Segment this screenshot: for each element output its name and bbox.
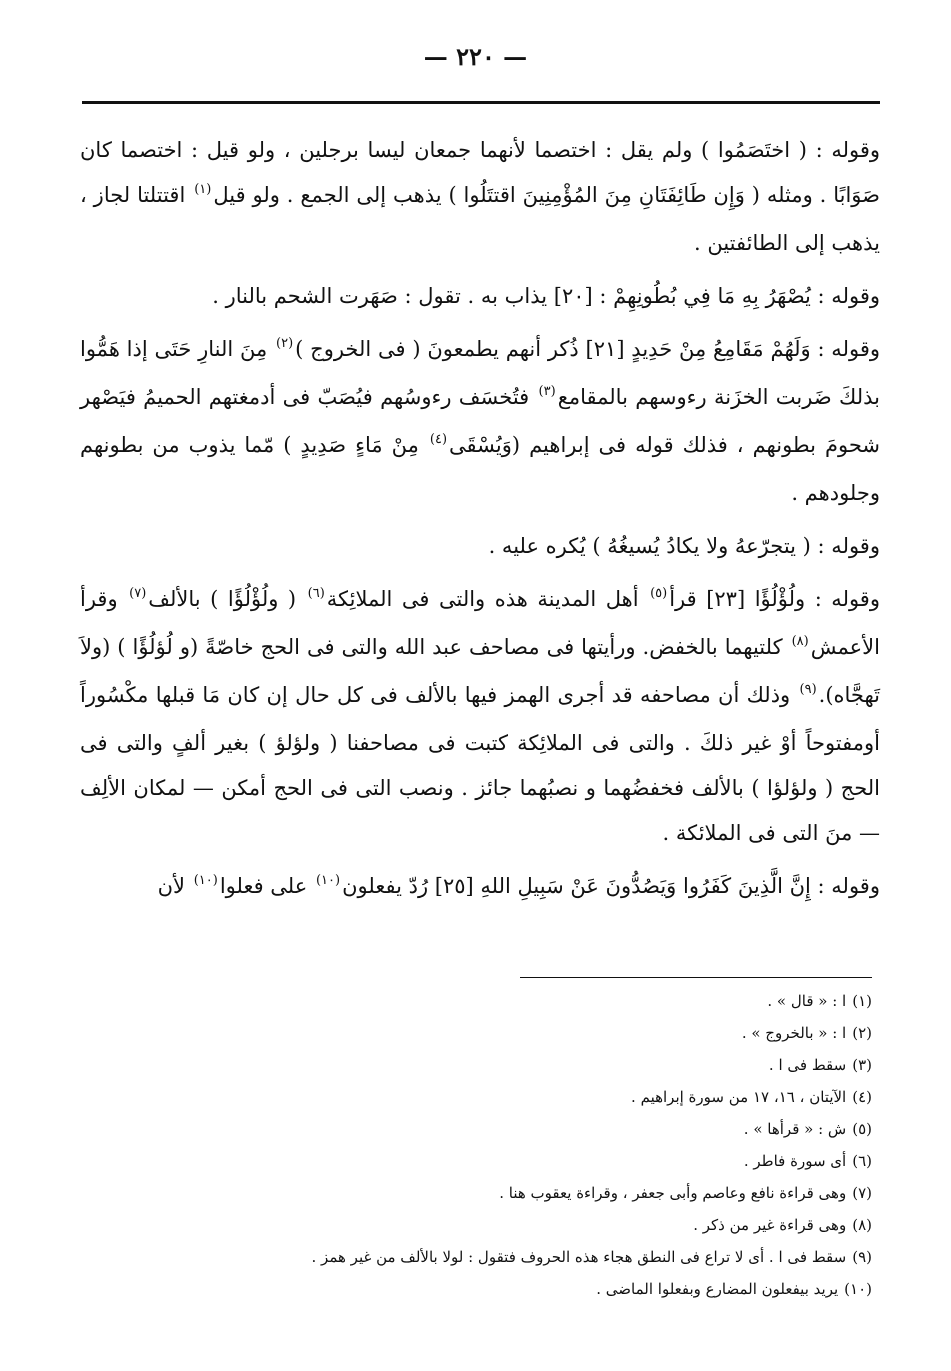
- footnote: [80, 985, 872, 1017]
- footnote: [80, 1209, 872, 1241]
- footnote-text: وهى قراءة نافع وعاصم وأبى جعفر ، وقراءة يعقوب هنا .: [499, 1184, 847, 1202]
- main-text: [80, 128, 880, 912]
- footnote: [80, 1113, 872, 1145]
- text-segment: وقوله : ( اختَصَمُوا ) ولم يقل : اختصما لأنهما جمعان ليسا برجلين ، ولو قيل : اختصما كان صَوَابًا . ومثله ( وَإِن طَائِفَتَانِ مِنَ المُؤْمِنِينَ اقتتَلُوا ) يذهب إلى الجمع . ولو قيل: [80, 138, 880, 207]
- text-segment: ( ولُؤْلُؤًا ) بالألف: [148, 587, 306, 611]
- footnote-rule: [520, 977, 872, 978]
- footnote-text: أى سورة فاطر .: [743, 1152, 847, 1170]
- paragraph: [80, 577, 880, 856]
- footnote-text: ا : « بالخروج » .: [741, 1024, 847, 1042]
- footnote: [80, 1177, 872, 1209]
- text-segment: فتُخسَف رءوسُهم فيُصَبّ فى أدمغتهم الحميمُ فيَصْهر شحومَ بطونهم ، فذلك قوله فى إبراهيم (وَيُسْقَى: [80, 385, 880, 457]
- footnote-number: (٢): [852, 1024, 872, 1042]
- footnote-marker: (٥): [650, 586, 668, 601]
- footnotes: [80, 985, 872, 1305]
- text-segment: وقوله : إِنَّ الَّذِينَ كَفَرُوا وَيَصُدُّونَ عَنْ سَبِيلِ اللهِ [٢٥] رُدّ يفعلون: [342, 874, 880, 898]
- footnote-number: (٤): [852, 1088, 872, 1106]
- text-segment: وقوله : يُصْهَرُ بِهِ مَا فِي بُطُونِهِمْ : [٢٠] يذاب به . تقول : صَهَرت الشحم بالنار .: [212, 284, 880, 308]
- footnote-text: سقط فى ا . أى لا تراع فى النطق هجاء هذه الحروف فتقول : لولا بالألف من غير همز .: [311, 1248, 847, 1266]
- paragraph: [80, 128, 880, 266]
- text-segment: على فعلوا: [219, 874, 314, 898]
- paragraph: [80, 864, 880, 912]
- footnote-text: ش : « قرأها » .: [743, 1120, 847, 1138]
- footnote-number: (٨): [852, 1216, 872, 1234]
- text-segment: وقوله : ولُؤْلُؤًا [٢٣] قرأ: [669, 587, 880, 611]
- text-segment: اقتتلتا لجاز ، يذهب إلى الطائفتين .: [80, 183, 880, 255]
- paragraph: [80, 274, 880, 319]
- text-segment: وقوله : وَلَهُمْ مَقَامِعُ مِنْ حَدِيدٍ [٢١] ذُكر أنهم يطمعونَ ( فى الخروج ): [295, 337, 880, 361]
- header-rule: [82, 101, 880, 104]
- footnote-text: الآيتان ، ١٦، ١٧ من سورة إبراهيم .: [631, 1088, 847, 1106]
- footnote-marker: (٩): [799, 682, 817, 697]
- footnote: [80, 1017, 872, 1049]
- footnote-marker: (٧): [129, 586, 147, 601]
- footnote-number: (٣): [852, 1056, 872, 1074]
- footnote-number: (٩): [852, 1248, 872, 1266]
- text-segment: وقوله : ( يتجرّعهُ ولا يكادُ يُسيغُهُ ) يُكره عليه .: [488, 534, 880, 558]
- footnote-number: (٦): [852, 1152, 872, 1170]
- text-segment: أهل المدينة هذه والتى فى الملائِكة: [326, 587, 649, 611]
- text-segment: لأن: [157, 874, 192, 898]
- footnote-text: يريد بيفعلون المضارع وبفعلوا الماضى .: [596, 1280, 839, 1298]
- text-segment: وقرأ الأعمش: [80, 587, 880, 659]
- text-segment: وذلك أن مصاحفه قد أجرى الهمز فيها بالألف فى كل حال إن كان مَا قبلها مكْسُوراً أومفتوحاً أوْ غير ذلكَ . والتى فى الملائِكة كتبت فى مصاحفنا ( ولؤلؤ ) بغير ألفٍ والتى فى الحج ( ولؤلؤا ) بالألف فخفضُهما و نصبُهما جائز . ونصب التى فى الحج أمكن — لمكان الألِف — منَ التى فى الملائكة .: [80, 683, 880, 845]
- paragraph: [80, 524, 880, 569]
- footnote-number: (٧): [852, 1184, 872, 1202]
- footnote: [80, 1241, 872, 1273]
- footnote-text: وهى قراءة غير من ذكر .: [693, 1216, 847, 1234]
- page-number: — ٢٢٠ —: [423, 42, 528, 71]
- footnote: [80, 1081, 872, 1113]
- footnote: [80, 1273, 872, 1305]
- footnote-marker: (٨): [791, 634, 809, 649]
- footnote-marker: (٦): [307, 586, 325, 601]
- footnote-marker: (٢): [276, 336, 294, 351]
- footnote-marker: (١٠): [193, 873, 218, 888]
- footnote-marker: (١): [194, 182, 212, 197]
- footnote-marker: (٤): [429, 432, 448, 447]
- footnote-text: ا : « قال » .: [767, 992, 847, 1010]
- footnote-marker: (٣): [538, 384, 556, 399]
- footnote: [80, 1049, 872, 1081]
- text-segment: كلتيهما بالخفض. ورأيتها فى مصاحف عبد الله والتى فى الحج خاصّةً (و لُؤلُؤًا ) (ولاَ تَهجَّاه).: [80, 635, 880, 707]
- footnote-number: (١٠): [844, 1280, 872, 1298]
- footnote: [80, 1145, 872, 1177]
- text-segment: مِنَ النارِ حَتَى إذا هَمُّوا بذلكَ ضَربت الخزَنة رءوسهم بالمقامع: [80, 337, 880, 409]
- footnote-marker: (١٠): [315, 873, 341, 888]
- paragraph: [80, 327, 880, 516]
- footnote-text: سقط فى ا .: [768, 1056, 847, 1074]
- footnote-number: (١): [852, 992, 872, 1010]
- text-segment: مِنْ مَاءٍ صَدِيدٍ ) مّما يذوب من بطونهم وجلودهم .: [80, 433, 880, 505]
- footnote-number: (٥): [852, 1120, 872, 1138]
